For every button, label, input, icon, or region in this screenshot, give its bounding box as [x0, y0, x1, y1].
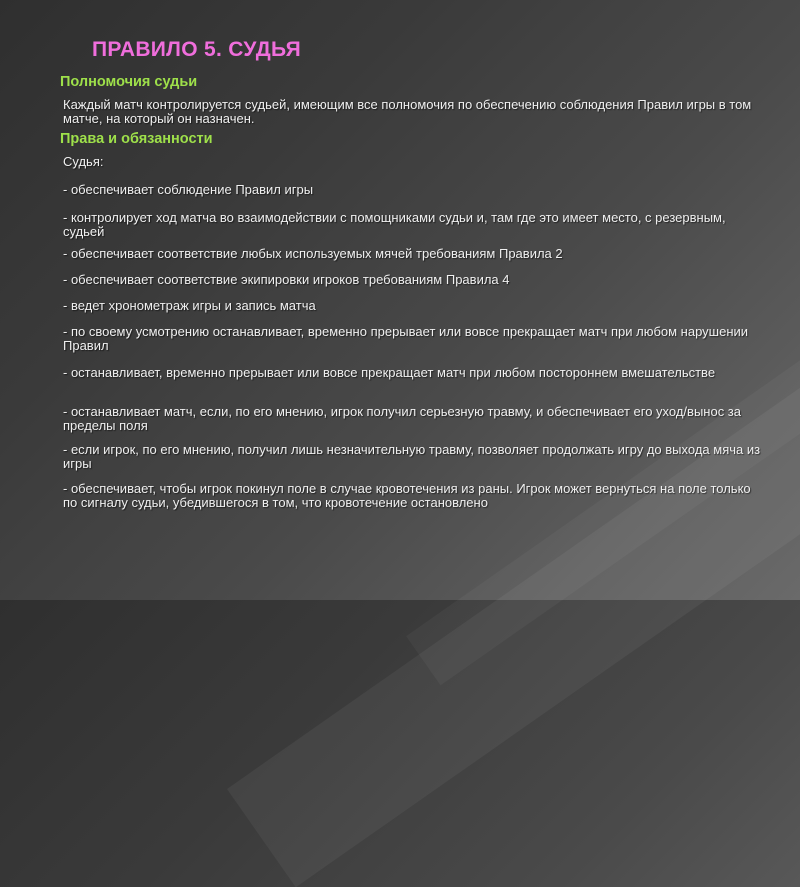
list-item: - по своему усмотрению останавливает, временно прерывает или вовсе прекращает матч при любом нарушении Правил	[63, 324, 749, 353]
list-item: - обеспечивает, чтобы игрок покинул поле в случае кровотечения из раны. Игрок может вернуться на поле только по сигналу судьи, убедившегося в том, что кровотечение остановлено	[63, 481, 751, 510]
list-item: - если игрок, по его мнению, получил лишь незначительную травму, позволяет продолжать игру до выхода мяча из игры	[63, 442, 761, 471]
slide-title: ПРАВИЛО 5. СУДЬЯ	[92, 38, 301, 61]
list-item-referee: Судья:	[63, 154, 104, 169]
list-item: - останавливает матч, если, по его мнению, игрок получил серьезную травму, и обеспечивает его уход/вынос за пределы поля	[63, 404, 741, 433]
list-item: - обеспечивает соответствие любых используемых мячей требованиям Правила 2	[63, 246, 563, 261]
section-text-powers: Каждый матч контролируется судьей, имеющим все полномочия по обеспечению соблюдения Правил игры в том матче, на который он назначен.	[63, 97, 752, 126]
list-item: - ведет хронометраж игры и запись матча	[63, 298, 316, 313]
list-item: - останавливает, временно прерывает или вовсе прекращает матч при любом постороннем вмешательстве	[63, 365, 716, 380]
list-item: - обеспечивает соответствие экипировки игроков требованиям Правила 4	[63, 272, 510, 287]
section-heading-rights: Права и обязанности	[60, 131, 213, 147]
list-item: - контролирует ход матча во взаимодействии с помощниками судьи и, там где это имеет место, с резервным, судьей	[63, 210, 726, 239]
list-item: - обеспечивает соблюдение Правил игры	[63, 182, 314, 197]
section-heading-powers: Полномочия судьи	[60, 74, 198, 90]
